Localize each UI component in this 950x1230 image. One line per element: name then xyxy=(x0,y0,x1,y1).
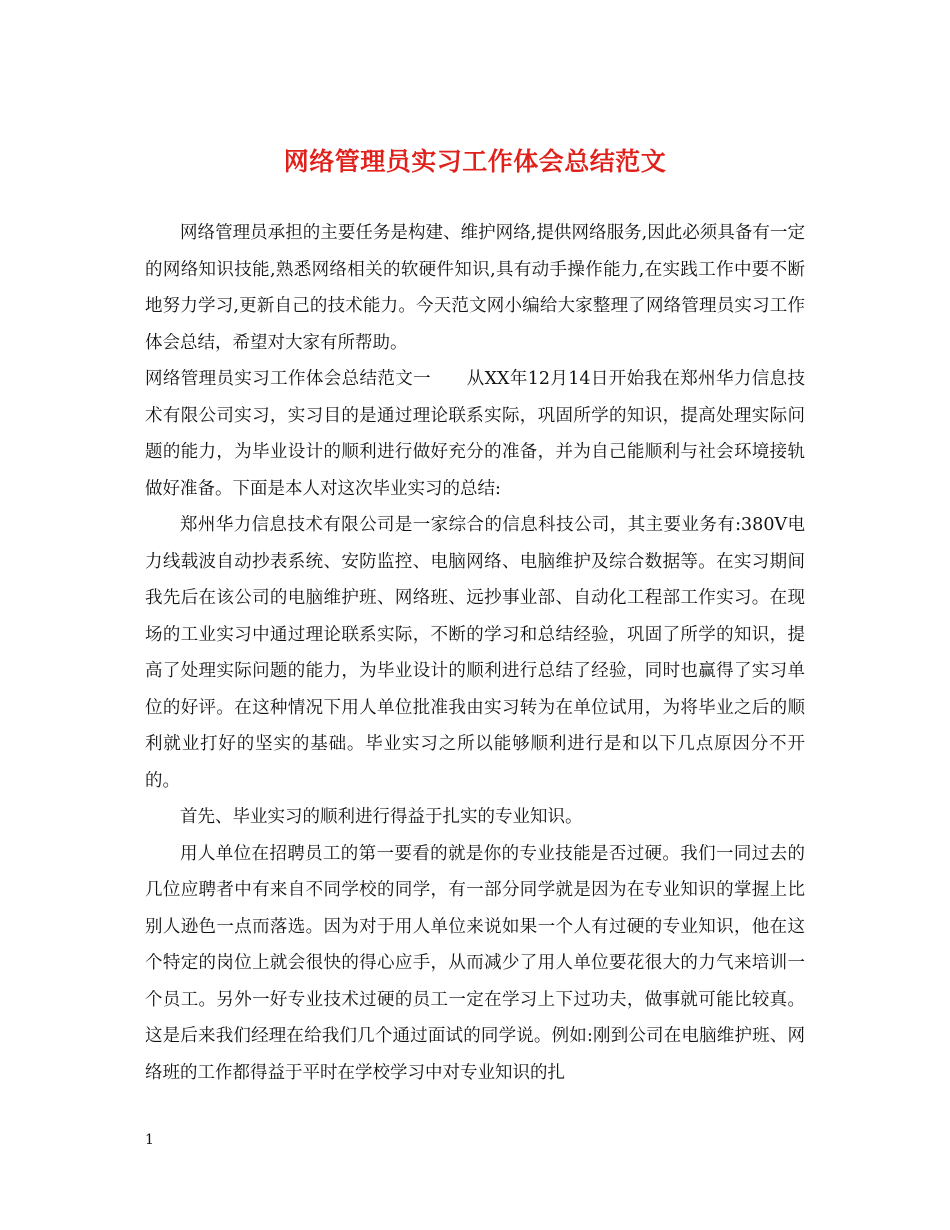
paragraph-company: 郑州华力信息技术有限公司是一家综合的信息科技公司，其主要业务有:380V电力线载波自动抄表系统、安防监控、电脑网络、电脑维护及综合数据等。在实习期间我先后在该公司的电脑维护班、网络班、远抄事业部、自动化工程部工作实习。在现场的工业实习中通过理论联系实际，不断的学习和总结经验，巩固了所学的知识，提高了处理实际问题的能力，为毕业设计的顺利进行总结了经验，同时也赢得了实习单位的好评。在这种情况下用人单位批准我由实习转为在单位试用，为将毕业之后的顺利就业打好的坚实的基础。毕业实习之所以能够顺利进行是和以下几点原因分不开的。 xyxy=(145,515,805,791)
page-number: 1 xyxy=(145,1132,154,1148)
paragraph-intro: 网络管理员承担的主要任务是构建、维护网络,提供网络服务,因此必须具备有一定的网络知识技能,熟悉网络相关的软硬件知识,具有动手操作能力,在实践工作中要不断地努力学习,更新自己的技术能力。今天范文网小编给大家整理了网络管理员实习工作体会总结，希望对大家有所帮助。 xyxy=(145,223,805,353)
document-body xyxy=(145,215,805,1091)
paragraph-first-point: 首先、毕业实习的顺利进行得益于扎实的专业知识。 xyxy=(180,807,583,827)
document-title: 网络管理员实习工作体会总结范文 xyxy=(283,147,667,176)
paragraph-sample-one: 网络管理员实习工作体会总结范文一 从XX年12月14日开始我在郑州华力信息技术有限公司实习，实习目的是通过理论联系实际，巩固所学的知识，提高处理实际问题的能力，为毕业设计的顺利进行做好充分的准备，并为自己能顺利与社会环境接轨做好准备。下面是本人对这次毕业实习的总结: xyxy=(145,369,805,499)
paragraph-professional-skills: 用人单位在招聘员工的第一要看的就是你的专业技能是否过硬。我们一同过去的几位应聘者中有来自不同学校的同学，有一部分同学就是因为在专业知识的掌握上比别人逊色一点而落选。因为对于用人单位来说如果一个人有过硬的专业知识，他在这个特定的岗位上就会很快的得心应手，从而减少了用人单位要花很大的力气来培训一个员工。另外一好专业技术过硬的员工一定在学习上下过功夫，做事就可能比较真。这是后来我们经理在给我们几个通过面试的同学说。例如:刚到公司在电脑维护班、网络班的工作都得益于平时在学校学习中对专业知识的扎 xyxy=(145,843,805,1083)
